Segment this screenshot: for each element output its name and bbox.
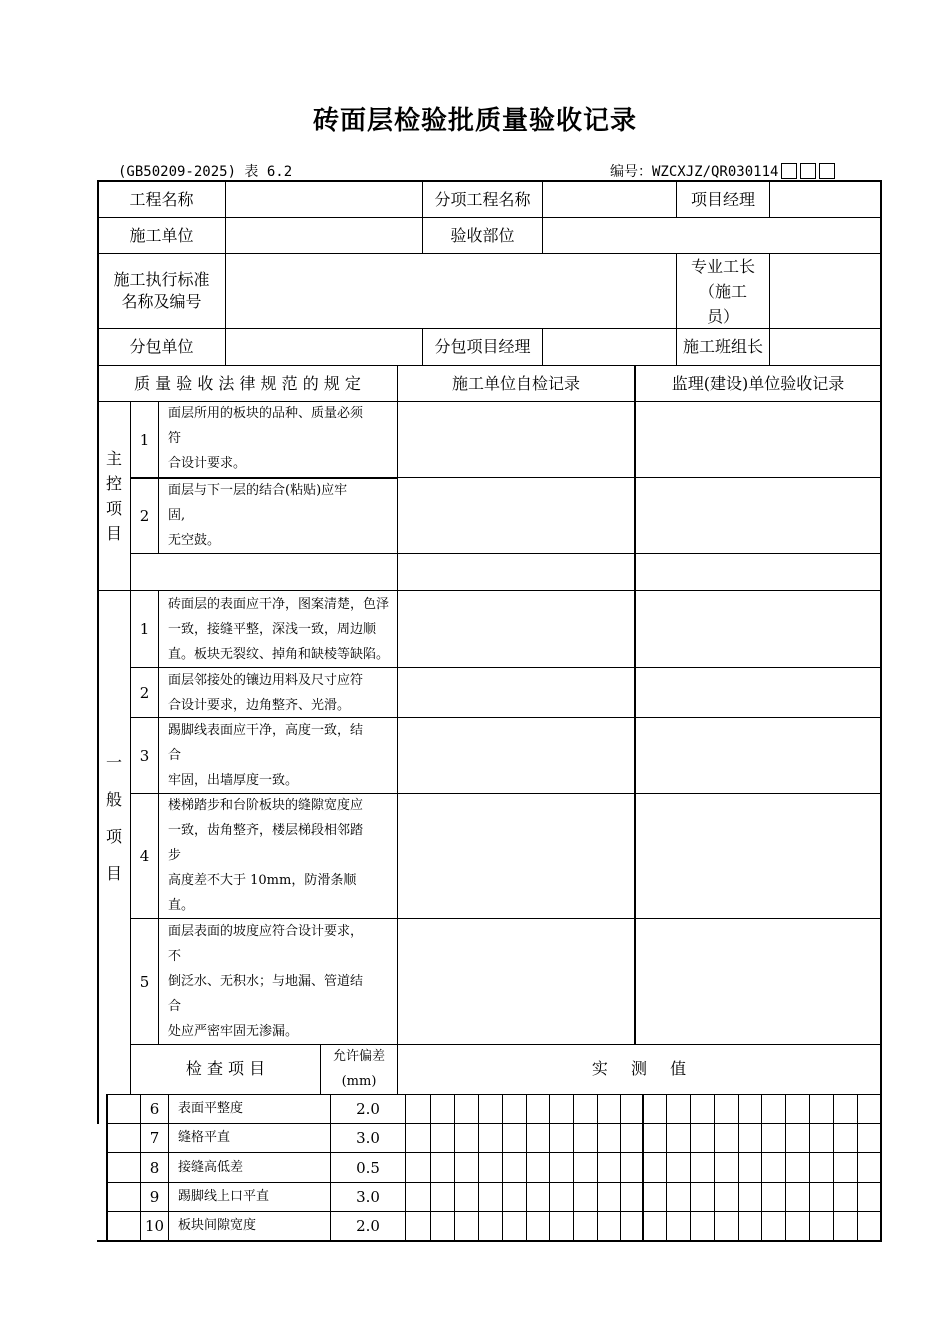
project-manager-label: 项目经理 — [690, 189, 755, 209]
main-item-text — [168, 478, 392, 553]
measure-row-name: 表面平整度 — [178, 1100, 244, 1116]
main-items-label — [98, 402, 130, 590]
general-label-char: 项 — [105, 826, 122, 846]
document-code-label: 编号：WZCXJZ/QR030114 — [610, 164, 779, 180]
main-item-2-supervision[interactable] — [636, 478, 880, 553]
general-item-number: 2 — [139, 683, 150, 702]
text-line: 合设计要求。 — [168, 456, 247, 471]
measure-row-name: 踢脚线上口平直 — [178, 1189, 270, 1204]
table-rule — [833, 1094, 834, 1242]
main-label-char: 目 — [105, 524, 122, 543]
general-item-text — [168, 592, 392, 667]
text-line: 不 — [168, 949, 182, 964]
text-line: 面层表面的坡度应符合设计要求， — [168, 924, 364, 939]
general-item-number: 5 — [139, 972, 150, 991]
table-rule — [857, 1094, 858, 1242]
subcontractor-field[interactable] — [226, 329, 422, 365]
standard-reference: (GB50209-2025) 表 6.2 — [118, 164, 293, 180]
sub-project-name-label: 分项工程名称 — [434, 189, 531, 209]
general-label-char: 目 — [105, 863, 122, 883]
acceptance-part-label: 验收部位 — [450, 225, 515, 245]
text-line: 一致，齿角整齐，楼层梯段相邻踏 — [168, 823, 364, 838]
table-rule — [106, 1094, 108, 1242]
measure-row-number: 7 — [149, 1129, 160, 1147]
standard-name-line-2: 名称及编号 — [121, 292, 202, 311]
team-leader-field[interactable] — [770, 329, 880, 365]
text-line: 踢脚线表面应干净，高度一致，结 — [168, 723, 364, 738]
main-item-1-supervision[interactable] — [636, 402, 880, 477]
table-rule — [405, 1094, 406, 1242]
tolerance-header — [321, 1045, 397, 1093]
measure-row-name: 缝格平直 — [178, 1130, 231, 1145]
text-line: 处应严密牢固无渗漏。 — [168, 1024, 299, 1039]
team-leader-label: 施工班组长 — [682, 337, 763, 356]
general-item-text — [168, 668, 392, 718]
text-line: 砖面层的表面应干净，图案清楚，色泽 — [168, 597, 390, 612]
table-rule — [714, 1094, 715, 1242]
general-item-number: 1 — [139, 620, 150, 638]
construction-unit-field[interactable] — [226, 218, 422, 253]
subcontractor-label: 分包单位 — [129, 337, 194, 356]
foreman-line-2: （施工 — [698, 281, 747, 301]
construction-unit-label: 施工单位 — [129, 225, 194, 245]
text-line: 面层所用的板块的品种、质量必须 — [168, 406, 364, 421]
table-rule — [809, 1094, 810, 1242]
measure-row-tolerance: 3.0 — [356, 1188, 380, 1206]
text-line: 无空鼓。 — [168, 533, 221, 548]
general-items-label — [98, 591, 130, 1044]
table-rule — [549, 1094, 550, 1242]
text-line: 直。板块无裂纹、掉角和缺棱等缺陷。 — [168, 647, 390, 662]
text-line: 高度差不大于 10mm，防滑条顺 — [168, 873, 357, 888]
measure-row-tolerance: 2.0 — [356, 1099, 380, 1118]
measure-row-number: 10 — [144, 1217, 165, 1235]
acceptance-part-field[interactable] — [543, 218, 880, 253]
table-rule — [642, 1094, 644, 1242]
table-rule — [785, 1094, 786, 1242]
general-item-number: 3 — [139, 746, 150, 765]
sub-project-name-field[interactable] — [543, 182, 676, 217]
measured-values-header: 实 测 值 — [591, 1059, 687, 1078]
table-rule — [573, 1094, 574, 1242]
table-rule — [97, 590, 881, 591]
table-rule — [690, 1094, 691, 1242]
foreman-label — [677, 254, 769, 328]
main-label-char: 主 — [105, 449, 122, 468]
text-line: 合 — [168, 999, 182, 1014]
main-item-number: 1 — [139, 430, 150, 449]
foreman-field[interactable] — [770, 254, 880, 328]
foreman-line-1: 专业工长 — [690, 256, 755, 276]
tolerance-header-line-1: 允许偏差 — [332, 1049, 385, 1064]
text-line: 合 — [168, 748, 182, 763]
foreman-line-3: 员） — [706, 306, 739, 326]
sub-project-manager-field[interactable] — [543, 329, 676, 365]
code-box-3[interactable] — [819, 163, 835, 179]
main-item-1-self-check[interactable] — [398, 402, 634, 477]
text-line: 面层与下一层的结合(粘贴)应牢 — [168, 483, 348, 498]
document-title: 砖面层检验批质量验收记录 — [312, 106, 637, 136]
table-rule — [97, 1240, 107, 1242]
table-rule — [478, 1094, 479, 1242]
measure-row-name: 接缝高低差 — [178, 1159, 244, 1175]
general-label-char: 一 — [105, 752, 122, 772]
main-label-char: 控 — [105, 474, 122, 493]
standard-name-line-1: 施工执行标准 — [113, 270, 210, 289]
general-item-number: 4 — [139, 847, 150, 865]
general-label-char: 般 — [105, 789, 122, 809]
table-rule — [880, 180, 882, 1242]
measure-row-tolerance: 0.5 — [356, 1158, 380, 1177]
regulation-header: 质 量 验 收 法 律 规 范 的 规 定 — [134, 373, 361, 393]
self-check-header: 施工单位自检记录 — [451, 373, 580, 393]
code-box-2[interactable] — [800, 163, 816, 179]
text-line: 牢固，出墙厚度一致。 — [168, 773, 299, 788]
table-rule — [738, 1094, 739, 1242]
text-line: 一致，接缝平整，深浅一致，周边顺 — [168, 622, 377, 637]
code-box-1[interactable] — [781, 163, 797, 179]
sub-project-manager-label: 分包项目经理 — [434, 337, 531, 356]
main-item-text — [168, 401, 392, 476]
measure-row-number: 6 — [149, 1099, 160, 1118]
standard-name-label — [98, 254, 225, 328]
table-rule — [620, 1094, 621, 1242]
measure-row-number: 9 — [149, 1188, 160, 1206]
table-rule — [430, 1094, 431, 1242]
text-line: 直。 — [168, 898, 195, 913]
table-rule — [666, 1094, 667, 1242]
project-name-field[interactable] — [226, 182, 422, 217]
measure-row-tolerance: 2.0 — [356, 1217, 380, 1235]
table-rule — [502, 1094, 503, 1242]
text-line: 合设计要求，边角整齐、光滑。 — [168, 698, 351, 713]
main-label-char: 项 — [105, 499, 122, 518]
main-item-number: 2 — [139, 506, 150, 525]
general-item-text — [168, 793, 392, 918]
table-rule — [597, 1094, 598, 1242]
table-rule — [454, 1094, 455, 1242]
measure-row-number: 8 — [149, 1158, 160, 1177]
text-line: 符 — [168, 431, 182, 446]
measure-row-tolerance: 3.0 — [356, 1129, 380, 1147]
project-manager-field[interactable] — [770, 182, 880, 217]
text-line: 固, — [168, 508, 186, 523]
table-rule — [761, 1094, 762, 1242]
table-rule — [168, 1094, 169, 1242]
general-item-text — [168, 919, 392, 1044]
supervision-header: 监理(建设)单位验收记录 — [671, 373, 845, 393]
table-rule — [526, 1094, 527, 1242]
standard-name-field[interactable] — [226, 254, 676, 328]
table-rule — [158, 590, 159, 1044]
text-line: 倒泛水、无积水；与地漏、管道结 — [168, 974, 364, 989]
text-line: 面层邻接处的镶边用料及尺寸应符 — [168, 673, 364, 688]
document-code — [610, 161, 835, 181]
text-line: 步 — [168, 848, 182, 863]
measure-row-name: 板块间隙宽度 — [178, 1218, 257, 1233]
general-item-text — [168, 718, 392, 793]
text-line: 楼梯踏步和台阶板块的缝隙宽度应 — [168, 798, 364, 813]
main-item-2-self-check[interactable] — [398, 478, 634, 553]
tolerance-header-line-2: (mm) — [341, 1074, 377, 1089]
check-item-header: 检 查 项 目 — [185, 1059, 266, 1078]
table-rule — [97, 1240, 881, 1242]
project-name-label: 工程名称 — [129, 189, 194, 209]
table-rule — [130, 553, 881, 554]
